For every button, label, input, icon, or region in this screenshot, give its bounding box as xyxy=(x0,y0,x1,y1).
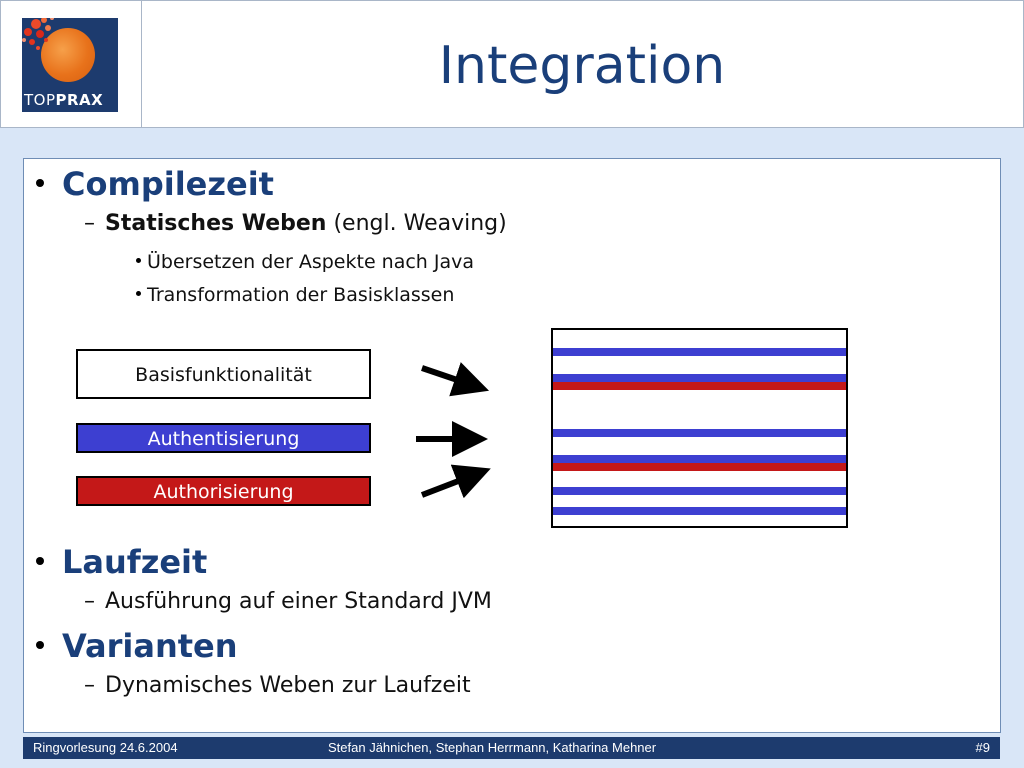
logo-area xyxy=(1,1,142,127)
box-authorisierung: Authorisierung xyxy=(76,476,371,506)
bullet-compilezeit: Compilezeit xyxy=(36,165,274,203)
sub-bullet-dynamisches-weben: – Dynamisches Weben zur Laufzeit xyxy=(84,673,471,698)
woven-stripe-auth xyxy=(553,507,846,515)
topprax-logo xyxy=(22,18,118,112)
woven-stripe-auth xyxy=(553,487,846,495)
woven-stripe-authz xyxy=(553,463,846,471)
bullet-dot-icon xyxy=(36,641,44,649)
woven-stripe-auth xyxy=(553,374,846,382)
footer-event: Ringvorlesung 24.6.2004 xyxy=(33,740,178,755)
box-basisfunktionalitaet: Basisfunktionalität xyxy=(76,349,371,399)
box-authentisierung: Authentisierung xyxy=(76,423,371,453)
logo-wordmark: TOPPRAX xyxy=(24,91,104,109)
sub-bullet-ausfuehrung: – Ausführung auf einer Standard JVM xyxy=(84,589,492,614)
bullet-dot-icon xyxy=(36,179,44,187)
sub-bullet-statisches-weben: – Statisches Weben (engl. Weaving) xyxy=(84,211,507,236)
woven-stripe-auth xyxy=(553,429,846,437)
footer-page-number: #9 xyxy=(975,740,990,755)
bullet-varianten: Varianten xyxy=(36,627,238,665)
slide-content xyxy=(23,158,1001,733)
woven-stripe-auth xyxy=(553,455,846,463)
slide-footer xyxy=(23,737,1000,759)
bullet-dot-icon xyxy=(36,557,44,565)
bullet-dot-icon xyxy=(136,291,141,296)
woven-stripe-auth xyxy=(553,348,846,356)
arrow-icon xyxy=(422,475,474,495)
subsub-bullet-uebersetzen: Übersetzen der Aspekte nach Java xyxy=(136,251,474,273)
subsub-bullet-transformation: Transformation der Basisklassen xyxy=(136,284,454,306)
woven-stripe-authz xyxy=(553,382,846,390)
bullet-dot-icon xyxy=(136,258,141,263)
arrow-icon xyxy=(422,368,472,385)
slide-header xyxy=(0,0,1024,128)
dots-icon xyxy=(22,18,78,58)
slide-title: Integration xyxy=(438,36,726,96)
bullet-laufzeit: Laufzeit xyxy=(36,543,207,581)
woven-class-diagram xyxy=(551,328,848,528)
footer-authors: Stefan Jähnichen, Stephan Herrmann, Katharina Mehner xyxy=(328,740,657,755)
